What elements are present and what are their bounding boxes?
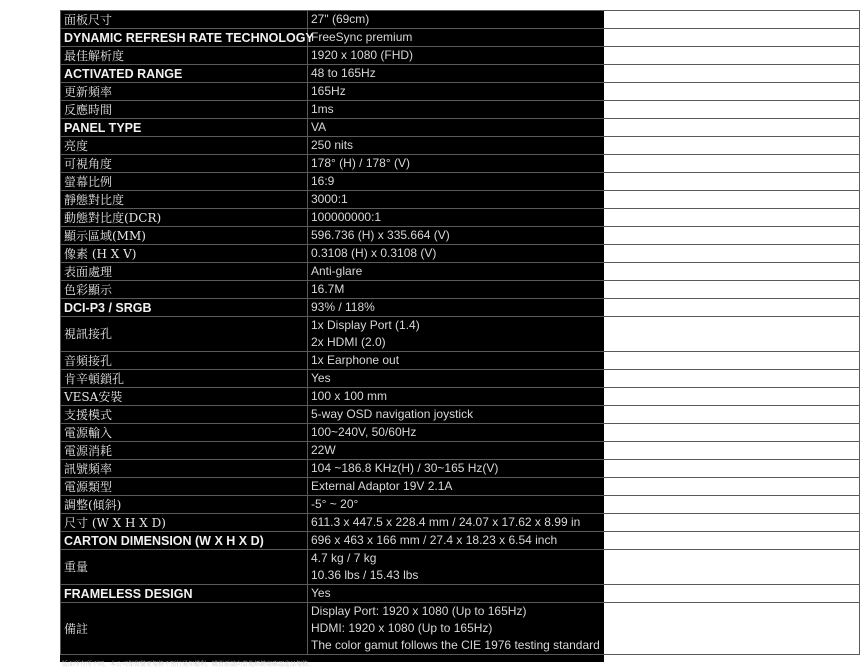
spec-value-line: 22W [311, 443, 336, 457]
spec-row [61, 424, 860, 442]
spec-value-line: 100~240V, 50/60Hz [311, 425, 417, 439]
spec-label: VESA安裝 [61, 388, 308, 406]
spec-row [61, 119, 860, 137]
spec-value [308, 47, 860, 65]
spec-row [61, 173, 860, 191]
spec-value-line: 1920 x 1080 (FHD) [311, 48, 414, 62]
spec-label: 靜態對比度 [61, 191, 308, 209]
spec-row [61, 299, 860, 317]
spec-label: 反應時間 [61, 101, 308, 119]
spec-value-line: External Adaptor 19V 2.1A [311, 479, 453, 493]
spec-value [308, 29, 860, 47]
spec-value [308, 299, 860, 317]
spec-label: 訊號頻率 [61, 460, 308, 478]
spec-value [308, 406, 860, 424]
spec-value-line: 596.736 (H) x 335.664 (V) [311, 228, 450, 242]
spec-row [61, 317, 860, 352]
spec-label: 調整(傾斜) [61, 496, 308, 514]
spec-value-line: 4.7 kg / 7 kg [311, 551, 377, 565]
spec-row [61, 460, 860, 478]
spec-label: 電源消耗 [61, 442, 308, 460]
spec-label: 顯示區域(MM) [61, 227, 308, 245]
spec-row [61, 65, 860, 83]
spec-value-line: 16.7M [311, 282, 345, 296]
spec-label: 肯辛頓鎖孔 [61, 370, 308, 388]
spec-value [308, 532, 860, 550]
spec-value [308, 550, 860, 585]
spec-value-line: 696 x 463 x 166 mm / 27.4 x 18.23 x 6.54 inch [311, 533, 558, 547]
spec-value-line: 250 nits [311, 138, 354, 152]
spec-value [308, 460, 860, 478]
spec-value-line: 1ms [311, 102, 334, 116]
spec-value [308, 173, 860, 191]
spec-value-line: 5-way OSD navigation joystick [311, 407, 474, 421]
spec-label: CARTON DIMENSION (W X H X D) [61, 532, 308, 550]
spec-value-line: 3000:1 [311, 192, 348, 206]
spec-row [61, 227, 860, 245]
spec-row [61, 155, 860, 173]
spec-value-line: 178° (H) / 178° (V) [311, 156, 410, 170]
spec-value [308, 585, 860, 603]
spec-value [308, 191, 860, 209]
spec-value-line: 93% / 118% [311, 300, 375, 314]
spec-label: 電源輸入 [61, 424, 308, 442]
spec-value [308, 119, 860, 137]
spec-label: 螢幕比例 [61, 173, 308, 191]
spec-value-line: Yes [311, 586, 331, 600]
spec-value-line: The color gamut follows the CIE 1976 testing standard [311, 638, 600, 652]
spec-value-line: Anti-glare [311, 264, 363, 278]
spec-value [308, 514, 860, 532]
spec-value-line: 100000000:1 [311, 210, 382, 224]
spec-label: PANEL TYPE [61, 119, 308, 137]
spec-value [308, 137, 860, 155]
spec-label: DCI-P3 / SRGB [61, 299, 308, 317]
spec-label: 最佳解析度 [61, 47, 308, 65]
spec-row [61, 83, 860, 101]
spec-label: 表面處理 [61, 263, 308, 281]
spec-row [61, 191, 860, 209]
spec-value-line: HDMI: 1920 x 1080 (Up to 165Hz) [311, 621, 493, 635]
spec-value [308, 478, 860, 496]
spec-row [61, 11, 860, 29]
spec-row [61, 281, 860, 299]
spec-value-line: 0.3108 (H) x 0.3108 (V) [311, 246, 437, 260]
spec-value [308, 281, 860, 299]
spec-value-line: -5° ~ 20° [311, 497, 359, 511]
spec-row [61, 603, 860, 655]
spec-value [308, 442, 860, 460]
spec-row [61, 550, 860, 585]
spec-sheet [60, 10, 604, 668]
spec-label: 備註 [61, 603, 308, 655]
spec-value [308, 101, 860, 119]
spec-value-line: 10.36 lbs / 15.43 lbs [311, 568, 419, 582]
spec-label: 支援模式 [61, 406, 308, 424]
spec-row [61, 352, 860, 370]
spec-row [61, 47, 860, 65]
spec-label: 像素 (H X V) [61, 245, 308, 263]
spec-value-line: 104 ~186.8 KHz(H) / 30~165 Hz(V) [311, 461, 499, 475]
spec-value [308, 317, 860, 352]
spec-value-line: FreeSync premium [311, 30, 413, 44]
spec-value-line: 165Hz [311, 84, 346, 98]
spec-row [61, 263, 860, 281]
spec-row [61, 442, 860, 460]
spec-value-line: VA [311, 120, 327, 134]
spec-label: 色彩顯示 [61, 281, 308, 299]
spec-value [308, 65, 860, 83]
spec-value [308, 245, 860, 263]
spec-label: 視訊接孔 [61, 317, 308, 352]
spec-row [61, 585, 860, 603]
spec-label: 重量 [61, 550, 308, 585]
spec-value-line: Display Port: 1920 x 1080 (Up to 165Hz) [311, 604, 527, 618]
spec-table [60, 10, 860, 655]
spec-value [308, 209, 860, 227]
spec-label: ACTIVATED RANGE [61, 65, 308, 83]
spec-value [308, 603, 860, 655]
spec-value [308, 227, 860, 245]
spec-value-line: Yes [311, 371, 331, 385]
spec-label: 面板尺寸 [61, 11, 308, 29]
spec-value [308, 388, 860, 406]
spec-row [61, 29, 860, 47]
spec-value [308, 496, 860, 514]
spec-value-line: 100 x 100 mm [311, 389, 388, 403]
spec-label: 音頻接孔 [61, 352, 308, 370]
spec-row [61, 514, 860, 532]
spec-value-line: 1x Earphone out [311, 353, 400, 367]
spec-value-line: 48 to 165Hz [311, 66, 376, 80]
spec-label: 動態對比度(DCR) [61, 209, 308, 227]
spec-row [61, 388, 860, 406]
spec-row [61, 370, 860, 388]
spec-row [61, 406, 860, 424]
spec-row [61, 101, 860, 119]
spec-label: FRAMELESS DESIGN [61, 585, 308, 603]
spec-value [308, 424, 860, 442]
footnote: 版面所有所不同，本公司保留變更規格不預行通知權利。購買前請向當地經銷商確認產品規格。 [62, 661, 315, 668]
spec-value-line: 611.3 x 447.5 x 228.4 mm / 24.07 x 17.62 x 8.99 in [311, 515, 581, 529]
spec-row [61, 532, 860, 550]
spec-value [308, 352, 860, 370]
spec-value [308, 155, 860, 173]
spec-value-line: 1x Display Port (1.4) [311, 318, 420, 332]
spec-row [61, 496, 860, 514]
spec-label: 可視角度 [61, 155, 308, 173]
spec-value [308, 370, 860, 388]
spec-value-line: 2x HDMI (2.0) [311, 335, 386, 349]
spec-value [308, 83, 860, 101]
spec-label: 更新頻率 [61, 83, 308, 101]
spec-label: 尺寸 (W X H X D) [61, 514, 308, 532]
spec-table-body [61, 11, 860, 655]
spec-value [308, 11, 860, 29]
spec-value [308, 263, 860, 281]
spec-label: 亮度 [61, 137, 308, 155]
spec-label: 電源類型 [61, 478, 308, 496]
spec-row [61, 209, 860, 227]
spec-row [61, 245, 860, 263]
spec-row [61, 478, 860, 496]
spec-value-line: 16:9 [311, 174, 335, 188]
spec-label: DYNAMIC REFRESH RATE TECHNOLOGY [61, 29, 308, 47]
spec-value-line: 27" (69cm) [311, 12, 370, 26]
spec-row [61, 137, 860, 155]
